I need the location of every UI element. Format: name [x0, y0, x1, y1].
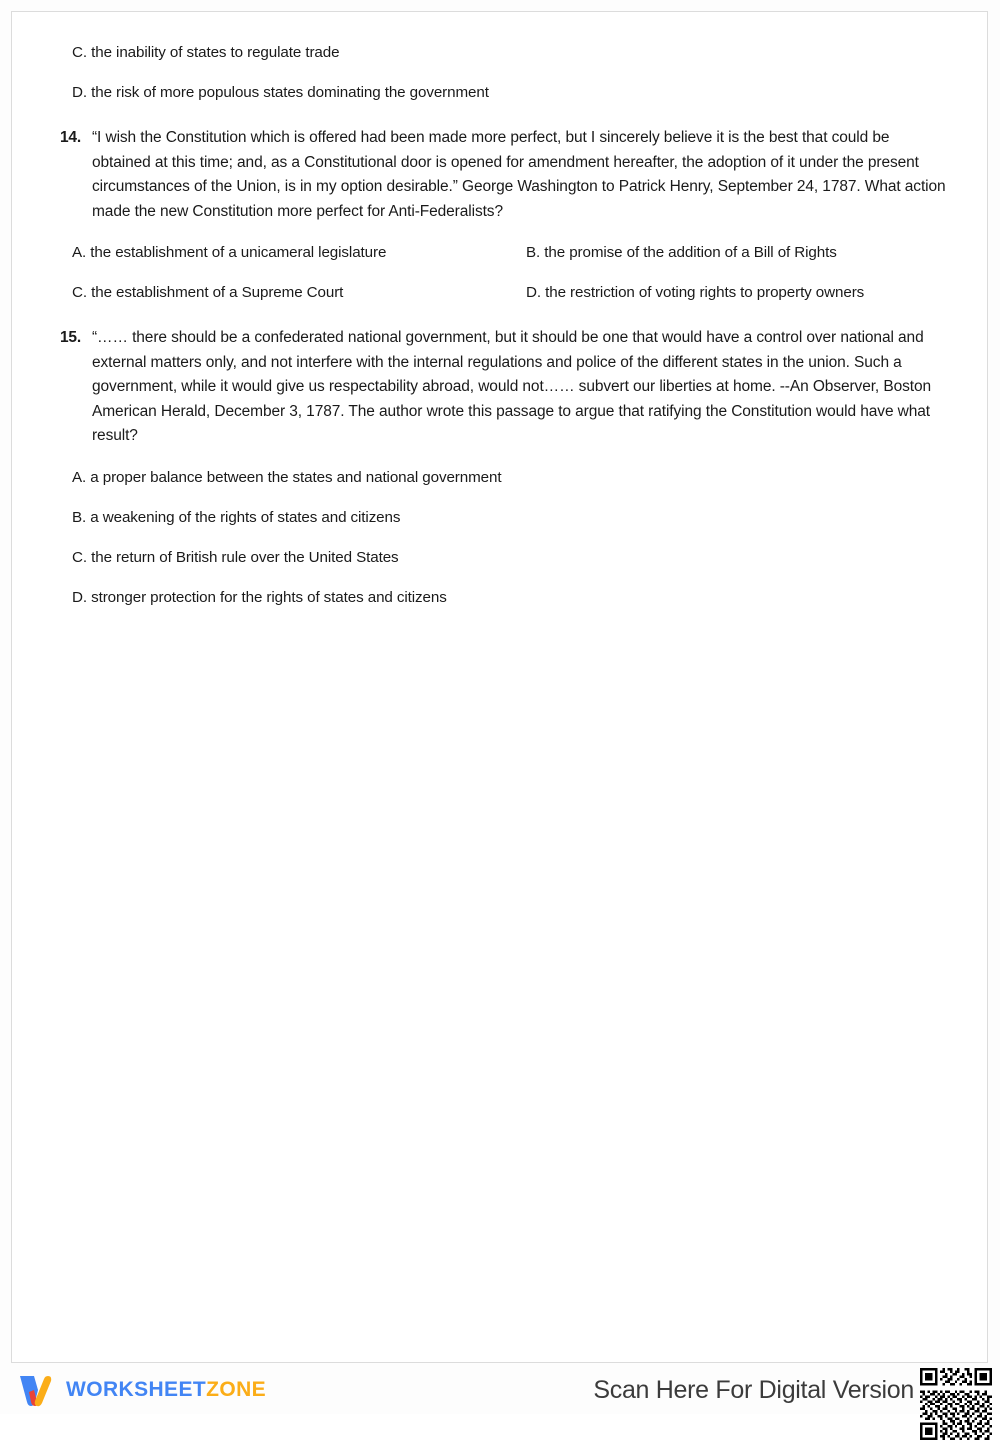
option-item: D. the restriction of voting rights to property owners: [526, 284, 865, 301]
question-14-options-row-1: [72, 224, 951, 264]
option-item: D. stronger protection for the rights of states and citizens: [72, 588, 447, 606]
option-item: A. a proper balance between the states and national government: [72, 468, 502, 486]
option-item: B. the promise of the addition of a Bill of Rights: [526, 244, 837, 261]
question-number: 15.: [60, 329, 81, 346]
scan-prompt-text: Scan Here For Digital Version: [593, 1376, 914, 1404]
brand-name: [66, 1378, 266, 1402]
option-item: C. the return of British rule over the United States: [72, 548, 399, 566]
page-footer: [0, 1366, 1000, 1414]
question-text: “I wish the Constitution which is offered had been made more perfect, but I sincerely believe it is the best that could be obtained at this time; and, as a Constitutional door is opened for amendment hereafter, the adoption of it under the present circumstances of the Union, is in my option desirable.” George Washington to Patrick Henry, September 24, 1787. What action made the new Constitution more perfect for Anti-Federalists?: [92, 129, 946, 220]
question-text: “…… there should be a confederated national government, but it should be one that would have a control over national and external matters only, and not interfere with the internal regulations and police of the different states in the union. Such a government, while it would give us respectability abroad, would not…… subvert our liberties at home. --An Observer, Boston American Herald, December 3, 1787. The author wrote this passage to argue that ratifying the Constitution would have what result?: [92, 329, 931, 444]
brand-name-primary: WORKSHEET: [66, 1378, 207, 1401]
brand-logo: [14, 1372, 266, 1408]
qr-code-icon[interactable]: [920, 1368, 992, 1440]
option-item: C. the inability of states to regulate trade: [72, 44, 340, 61]
option-item: A. the establishment of a unicameral legislature: [72, 244, 387, 261]
question-15-options-group: [60, 449, 951, 609]
brand-name-secondary: ZONE: [206, 1378, 267, 1401]
worksheet-zone-w-logo-icon: [14, 1372, 56, 1408]
carryover-options-group: [60, 30, 951, 104]
option-item: D. the risk of more populous states dominating the government: [72, 84, 489, 101]
option-item: C. the establishment of a Supreme Court: [72, 284, 344, 301]
question-15: [60, 326, 951, 449]
question-14: [60, 126, 951, 224]
option-item: B. a weakening of the rights of states and citizens: [72, 508, 401, 526]
question-14-options-row-2: [72, 264, 951, 304]
question-number: 14.: [60, 129, 81, 146]
worksheet-content-area: [11, 11, 988, 1363]
